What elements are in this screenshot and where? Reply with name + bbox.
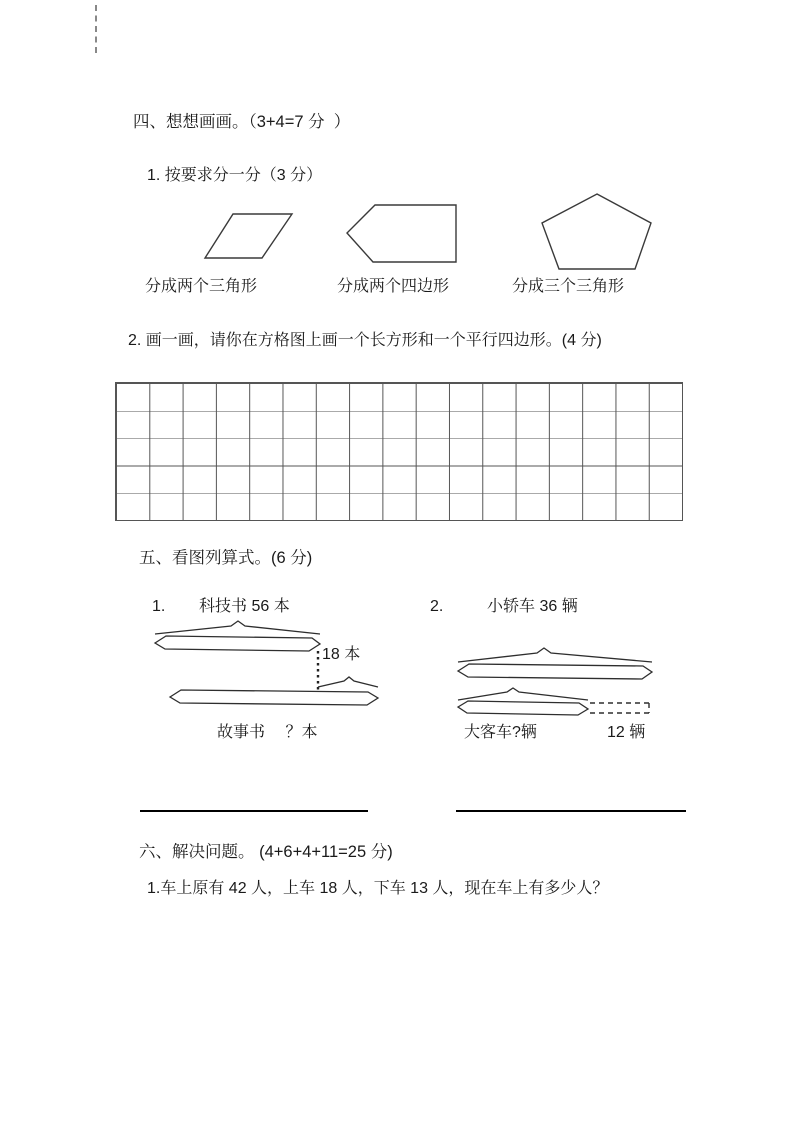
section-six-item1: 1.车上原有 42 人，上车 18 人，下车 13 人，现在车上有多少人？ [147, 880, 609, 897]
section-five-title: 五、看图列算式。(6 分) [139, 549, 313, 567]
problem2-diff-label: 12 辆 [607, 724, 646, 741]
problem1-top-label: 科技书 56 本 [199, 598, 290, 615]
answer-line-problem1[interactable] [140, 810, 368, 812]
parallelogram-shape[interactable] [178, 210, 298, 262]
binding-line-mark [95, 5, 97, 53]
section-four-title: 四、想想画画。（3+4=7 分 ） [133, 113, 351, 131]
problem2-top-label: 小轿车 36 辆 [487, 598, 578, 615]
shape-label-two-quadrilaterals: 分成两个四边形 [337, 278, 450, 295]
section-six-title: 六、解决问题。 (4+6+4+11=25 分) [139, 843, 393, 861]
left-pointed-pentagon-shape[interactable] [345, 203, 460, 265]
drawing-grid[interactable] [115, 382, 683, 521]
shape-label-two-triangles: 分成两个三角形 [145, 278, 258, 295]
section-four-item2: 2. 画一画，请你在方格图上画一个长方形和一个平行四边形。(4 分) [128, 332, 602, 349]
bar-diagram-vehicles [452, 640, 697, 725]
problem2-bottom-label: 大客车?辆 [464, 724, 537, 741]
section-four-item1: 1. 按要求分一分（3 分） [147, 167, 323, 184]
problem1-number: 1. [152, 598, 166, 615]
problem2-number: 2. [430, 598, 444, 615]
answer-line-problem2[interactable] [456, 810, 686, 812]
problem1-bottom-label: 故事书 ？本 [217, 724, 318, 741]
shape-label-three-triangles: 分成三个三角形 [512, 278, 625, 295]
problem1-diff-label: 18 本 [322, 646, 361, 663]
bar-diagram-books [135, 620, 395, 720]
pentagon-shape[interactable] [536, 192, 656, 272]
